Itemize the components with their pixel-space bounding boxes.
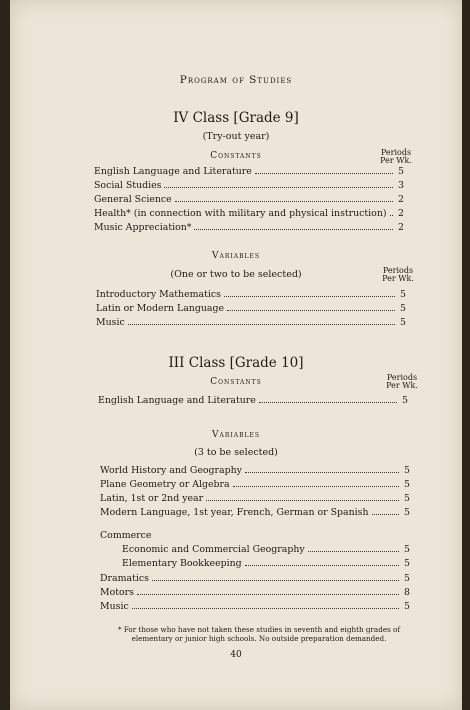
list-item <box>100 600 410 612</box>
course-label: English Language and Literature <box>94 166 252 177</box>
course-label: Health* (in connection with military and physical instruction) <box>94 208 387 219</box>
course-label: Introductory Mathematics <box>96 289 221 300</box>
list-item <box>94 207 404 219</box>
leader-dots <box>175 193 393 202</box>
class-9-periods-header <box>378 149 414 165</box>
leader-dots <box>152 572 399 581</box>
list-item <box>96 316 406 328</box>
leader-dots <box>259 394 397 403</box>
periods-value: 5 <box>404 558 410 569</box>
list-item <box>94 179 404 191</box>
course-label: Latin or Modern Language <box>96 303 225 314</box>
page-number: 40 <box>230 650 242 660</box>
course-label: Social Studies <box>94 180 162 191</box>
leader-dots <box>206 492 399 501</box>
course-label: Latin, 1st or 2nd year <box>100 493 204 504</box>
leader-dots <box>308 543 399 552</box>
periods-value: 5 <box>404 573 410 584</box>
course-label: Plane Geometry or Algebra <box>100 479 230 490</box>
leader-dots <box>245 464 399 473</box>
periods-label-line2: Per Wk. <box>380 156 412 165</box>
list-item <box>96 288 406 300</box>
periods-value: 5 <box>400 303 406 314</box>
periods-value: 5 <box>404 493 410 504</box>
list-item <box>94 165 404 177</box>
course-label: Music <box>100 601 129 612</box>
course-label: Modern Language, 1st year, French, German or Spanish <box>100 507 369 518</box>
periods-label-line2: Per Wk. <box>386 381 418 390</box>
periods-value: 2 <box>398 222 404 233</box>
class-10-variables-note: (3 to be selected) <box>194 447 278 458</box>
class-9-variables-periods-header <box>380 267 416 283</box>
list-item <box>122 557 410 569</box>
commerce-label: Commerce <box>100 530 152 541</box>
periods-label-line2: Per Wk. <box>382 274 414 283</box>
periods-value: 3 <box>398 180 404 191</box>
periods-value: 5 <box>404 601 410 612</box>
class-9-variables-heading: Variables <box>212 251 260 261</box>
periods-label-line1: Periods <box>380 148 412 157</box>
leader-dots <box>128 316 395 325</box>
periods-value: 5 <box>404 465 410 476</box>
periods-label-line1: Periods <box>382 266 414 275</box>
class-9-subtitle: (Try-out year) <box>202 131 270 142</box>
periods-value: 5 <box>404 544 410 555</box>
leader-dots <box>224 288 395 297</box>
list-item <box>122 543 410 555</box>
footnote: * For those who have not taken these studies in seventh and eighth grades of elementary or junior high schools. No outside preparation demanded. <box>117 625 401 643</box>
class-9-variables-note: (One or two to be selected) <box>170 269 302 280</box>
periods-value: 5 <box>400 289 406 300</box>
class-10-variables-heading: Variables <box>212 430 260 440</box>
class-10-constants-heading: Constants <box>210 377 262 387</box>
periods-value: 2 <box>398 208 404 219</box>
list-item <box>96 302 406 314</box>
course-label: General Science <box>94 194 172 205</box>
class-9-title: IV Class [Grade 9] <box>173 110 299 126</box>
periods-label-line1: Periods <box>386 373 418 382</box>
periods-value: 5 <box>398 166 404 177</box>
periods-value: 8 <box>404 587 410 598</box>
course-label: Elementary Bookkeeping <box>122 558 242 569</box>
leader-dots <box>137 586 399 595</box>
course-label: Music Appreciation* <box>94 222 192 233</box>
leader-dots <box>227 302 395 311</box>
list-item <box>98 394 408 406</box>
course-label: Dramatics <box>100 573 149 584</box>
list-item <box>100 464 410 476</box>
list-item <box>100 478 410 490</box>
course-label: English Language and Literature <box>98 395 256 406</box>
leader-dots <box>245 557 399 566</box>
class-9-constants-heading: Constants <box>210 151 262 161</box>
list-item <box>94 221 404 233</box>
list-item <box>100 586 410 598</box>
periods-value: 5 <box>404 507 410 518</box>
list-item <box>100 572 410 584</box>
list-item <box>100 506 410 518</box>
periods-value: 5 <box>400 317 406 328</box>
list-item <box>94 193 404 205</box>
leader-dots <box>233 478 399 487</box>
document-page <box>10 0 462 710</box>
leader-dots <box>255 165 393 174</box>
leader-dots <box>164 179 393 188</box>
course-label: Motors <box>100 587 134 598</box>
course-label: Music <box>96 317 125 328</box>
leader-dots <box>132 600 399 609</box>
leader-dots <box>390 207 393 216</box>
periods-value: 5 <box>402 395 408 406</box>
list-item <box>100 492 410 504</box>
page-heading: Program of Studies <box>179 74 293 86</box>
periods-value: 5 <box>404 479 410 490</box>
periods-value: 2 <box>398 194 404 205</box>
course-label: Economic and Commercial Geography <box>122 544 305 555</box>
course-label: World History and Geography <box>100 465 242 476</box>
leader-dots <box>372 506 400 515</box>
class-10-title: III Class [Grade 10] <box>168 355 304 371</box>
class-10-periods-header <box>384 374 420 390</box>
leader-dots <box>194 221 393 230</box>
